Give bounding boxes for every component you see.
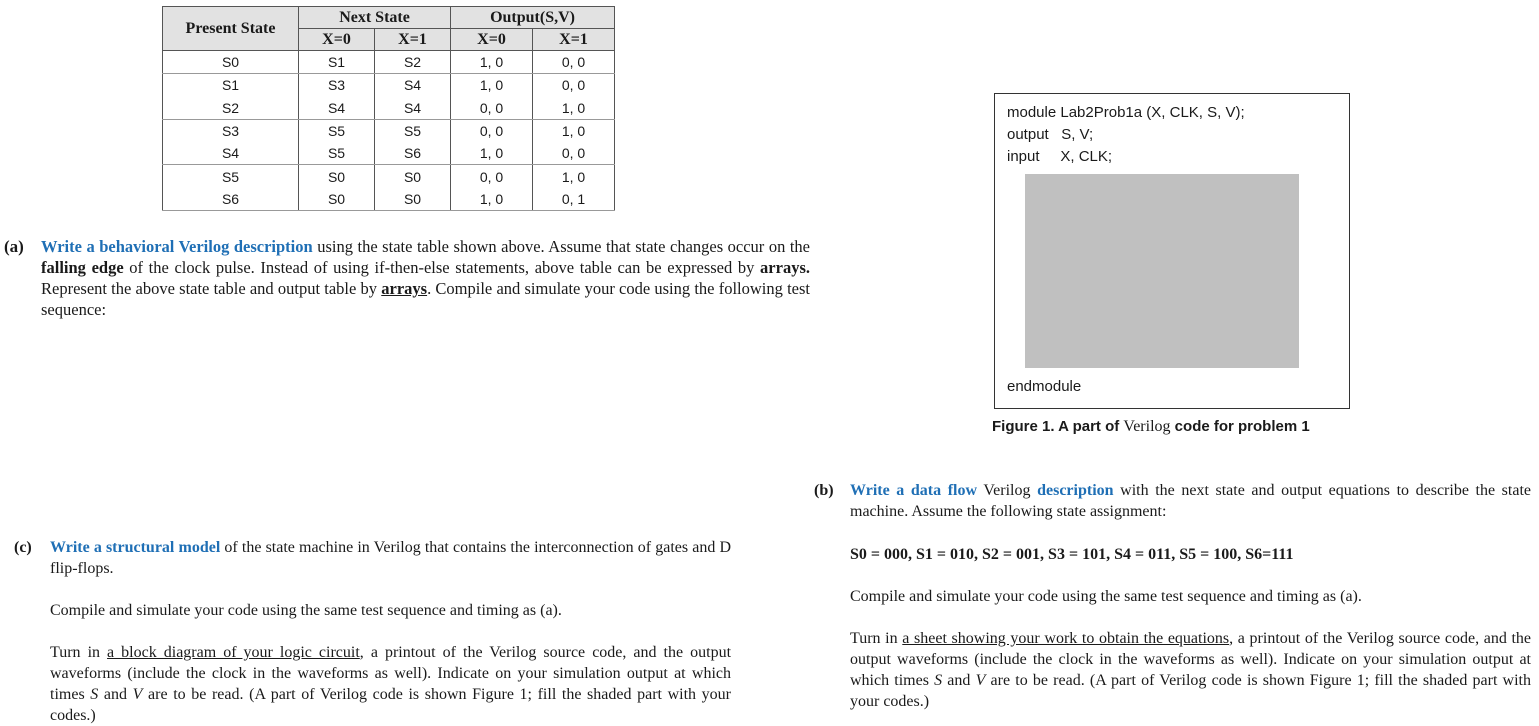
sub-header: X=0 xyxy=(451,29,533,51)
table-cell: 0, 1 xyxy=(533,188,615,211)
next-state-header: Next State xyxy=(299,7,451,29)
table-cell: S0 xyxy=(375,188,451,211)
part-b-emphasis: description xyxy=(1037,482,1114,499)
table-cell: S2 xyxy=(375,51,451,74)
part-b-turn-in xyxy=(850,628,1531,712)
code-line-input: input X, CLK; xyxy=(1007,148,1113,165)
table-cell: S5 xyxy=(299,142,375,165)
table-cell: 1, 0 xyxy=(451,74,533,97)
sub-header: X=1 xyxy=(375,29,451,51)
part-b-text-span: and xyxy=(942,672,976,689)
part-b-text-span: , a printout of the Verilog source code, and the output waveforms (include the clock in the waveforms as well). Indicate on your simulation output at which times xyxy=(850,630,1532,689)
part-c-text-span: and xyxy=(98,686,133,703)
table-cell: S4 xyxy=(375,74,451,97)
table-row xyxy=(163,119,615,142)
table-cell: S0 xyxy=(299,188,375,211)
table-cell: S3 xyxy=(299,74,375,97)
caption-part: Verilog xyxy=(1123,418,1171,435)
part-c-emphasis: Write a structural model xyxy=(50,539,221,556)
table-cell: S5 xyxy=(299,119,375,142)
part-c-underlined: a block diagram of your logic circuit xyxy=(107,644,360,661)
part-a-text-span: Represent the above state table and output table by xyxy=(41,279,382,298)
table-cell: S3 xyxy=(163,119,299,142)
part-c-label: (c) xyxy=(14,539,32,556)
table-cell: 1, 0 xyxy=(533,119,615,142)
table-cell: 0, 0 xyxy=(533,142,615,165)
part-c-text-span: of the state machine in Verilog that contains the interconnection of gates and D flip-flops. xyxy=(50,539,732,577)
table-cell: S5 xyxy=(375,119,451,142)
part-a-label: (a) xyxy=(4,237,24,256)
table-row xyxy=(163,188,615,211)
table-cell: S4 xyxy=(163,142,299,165)
part-c-italic: V xyxy=(132,686,143,703)
part-a-text-span: of the clock pulse. Instead of using if-then-else statements, above table can be expressed by xyxy=(123,258,761,277)
sub-header: X=1 xyxy=(533,29,615,51)
code-line-output: output S, V; xyxy=(1007,126,1094,143)
table-cell: S2 xyxy=(163,97,299,120)
verilog-figure xyxy=(994,93,1350,409)
part-c-text-span: are to be read. (A part of Verilog code is shown Figure 1; fill the shaded part with your codes.) xyxy=(50,686,731,724)
caption-part: code for problem 1 xyxy=(1170,418,1310,435)
table-cell: S1 xyxy=(299,51,375,74)
caption-part: Figure 1. A part of xyxy=(992,418,1124,435)
table-cell: 0, 0 xyxy=(533,51,615,74)
table-row xyxy=(163,165,615,188)
sub-header: X=0 xyxy=(299,29,375,51)
part-a-emphasis: Write a behavioral Verilog description xyxy=(41,237,313,256)
table-cell: 0, 0 xyxy=(451,97,533,120)
part-c-text-span: Turn in xyxy=(50,644,108,661)
part-b-text-span: Verilog xyxy=(977,482,1038,499)
table-row xyxy=(163,74,615,97)
table-cell: 0, 0 xyxy=(451,165,533,188)
figure-caption xyxy=(992,418,1310,436)
table-cell: S1 xyxy=(163,74,299,97)
present-state-header: Present State xyxy=(163,7,299,51)
part-b-text xyxy=(850,480,1531,522)
part-c-turn-in xyxy=(50,642,731,726)
part-b-underlined: a sheet showing your work to obtain the equations xyxy=(902,630,1230,647)
table-cell: S4 xyxy=(375,97,451,120)
part-b-text-span: are to be read. (A part of Verilog code is shown Figure 1; fill the shaded part with your codes.) xyxy=(850,672,1532,710)
code-line-endmodule: endmodule xyxy=(1007,378,1082,395)
table-cell: S5 xyxy=(163,165,299,188)
table-cell: 1, 0 xyxy=(451,51,533,74)
shaded-code-area xyxy=(1025,174,1299,368)
table-row xyxy=(163,51,615,74)
part-a-falling-edge: falling edge xyxy=(41,258,124,277)
part-c-text xyxy=(50,537,731,579)
part-a-text-span: . Compile and simulate your code using the following test sequence: xyxy=(41,279,810,319)
code-line-module: module Lab2Prob1a (X, CLK, S, V); xyxy=(1007,104,1245,121)
table-cell: 0, 0 xyxy=(451,119,533,142)
table-cell: 1, 0 xyxy=(451,142,533,165)
table-row xyxy=(163,142,615,165)
part-b-text-span: with the next state and output equations to describe the state machine. Assume the following state assignment: xyxy=(850,482,1531,520)
output-header: Output(S,V) xyxy=(451,7,615,29)
part-a-text-span: using the state table shown above. Assume that state changes occur on the xyxy=(312,237,811,256)
table-cell: 0, 0 xyxy=(533,74,615,97)
table-cell: S6 xyxy=(375,142,451,165)
part-a-arrays: arrays. xyxy=(760,258,810,277)
table-cell: 1, 0 xyxy=(451,188,533,211)
part-c-text-span: , a printout of the Verilog source code, and the output waveforms (include the clock in the waveforms as well). Indicate on your simulation output at which times xyxy=(50,644,732,703)
table-cell: S4 xyxy=(299,97,375,120)
part-b-label: (b) xyxy=(814,482,834,499)
table-cell: S0 xyxy=(299,165,375,188)
table-cell: S6 xyxy=(163,188,299,211)
table-cell: S0 xyxy=(375,165,451,188)
part-b-compile: Compile and simulate your code using the same test sequence and timing as (a). xyxy=(850,588,1362,605)
part-b-emphasis: Write a data flow xyxy=(850,482,978,499)
table-cell: 1, 0 xyxy=(533,97,615,120)
table-row xyxy=(163,97,615,120)
state-assignment: S0 = 000, S1 = 010, S2 = 001, S3 = 101, S4 = 011, S5 = 100, S6=111 xyxy=(850,546,1294,563)
part-c-compile: Compile and simulate your code using the same test sequence and timing as (a). xyxy=(50,602,562,619)
part-b-italic: S xyxy=(934,672,943,689)
table-cell: 1, 0 xyxy=(533,165,615,188)
part-b-italic: V xyxy=(975,672,986,689)
state-table xyxy=(162,6,615,211)
part-a-text xyxy=(41,236,810,320)
part-c-italic: S xyxy=(90,686,99,703)
part-a-arrays-underlined: arrays xyxy=(381,279,428,298)
table-cell: S0 xyxy=(163,51,299,74)
part-b-text-span: Turn in xyxy=(850,630,903,647)
